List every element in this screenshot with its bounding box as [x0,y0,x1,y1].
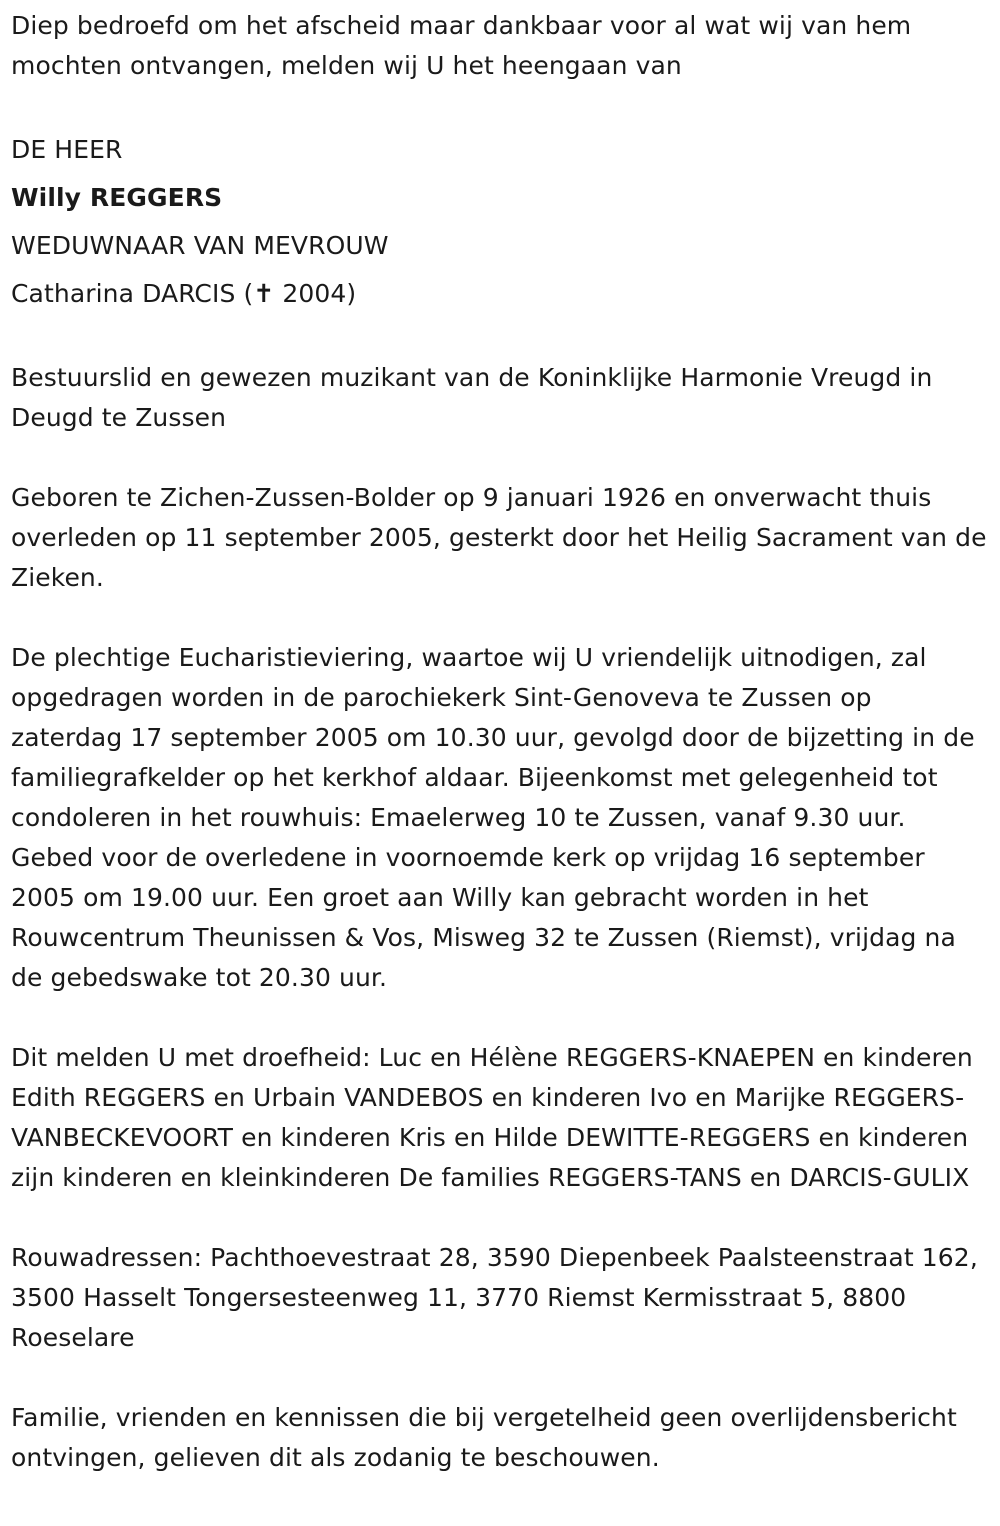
intro-paragraph: Diep bedroefd om het afscheid maar dankbaar voor al wat wij van hem mochten ontvangen, melden wij U het heengaan van [11,11,912,80]
deceased-heading [11,126,990,318]
spouse-line: Catharina DARCIS (✝ 2004) [11,279,357,308]
ceremony-paragraph: De plechtige Eucharistieviering, waartoe wij U vriendelijk uitnodigen, zal opgedragen worden in de parochiekerk Sint-Genoveva te Zussen op zaterdag 17 september 2005 om 10.30 uur, gevolgd door de bijzetting in de familiegrafkelder op het kerkhof aldaar. Bijeenkomst met gelegenheid tot condoleren in het rouwhuis: Emaelerweg 10 te Zussen, vanaf 9.30 uur. Gebed voor de overledene in voornoemde kerk op vrijdag 16 september 2005 om 19.00 uur. Een groet aan Willy kan gebracht worden in het Rouwcentrum Theunissen & Vos, Misweg 32 te Zussen (Riemst), vrijdag na de gebedswake tot 20.30 uur. [11,643,975,992]
deceased-name: Willy REGGERS [11,183,223,212]
title-line: DE HEER [11,135,123,164]
addresses-paragraph: Rouwadressen: Pachthoevestraat 28, 3590 Diepenbeek Paalsteenstraat 162, 3500 Hasselt Tongersesteenweg 11, 3770 Riemst Kermisstraat 5, 8800 Roeselare [11,1243,978,1352]
spacer [11,998,990,1038]
spacer [11,1358,990,1398]
spacer [11,318,990,358]
birth-death-paragraph: Geboren te Zichen-Zussen-Bolder op 9 januari 1926 en onverwacht thuis overleden op 11 september 2005, gesterkt door het Heilig Sacrament van de Zieken. [11,483,987,592]
widower-line: WEDUWNAAR VAN MEVROUW [11,231,389,260]
spacer [11,1198,990,1238]
role-paragraph: Bestuurslid en gewezen muzikant van de Koninklijke Harmonie Vreugd in Deugd te Zussen [11,363,933,432]
spacer [11,86,990,126]
spacer [11,598,990,638]
family-paragraph: Dit melden U met droefheid: Luc en Hélène REGGERS-KNAEPEN en kinderen Edith REGGERS en Urbain VANDEBOS en kinderen Ivo en Marijke REGGERS-VANBECKEVOORT en kinderen Kris en Hilde DEWITTE-REGGERS en kinderen zijn kinderen en kleinkinderen De families REGGERS-TANS en DARCIS-GULIX [11,1043,973,1192]
spacer [11,438,990,478]
closing-paragraph: Familie, vrienden en kennissen die bij vergetelheid geen overlijdensbericht ontvingen, gelieven dit als zodanig te beschouwen. [11,1403,957,1472]
